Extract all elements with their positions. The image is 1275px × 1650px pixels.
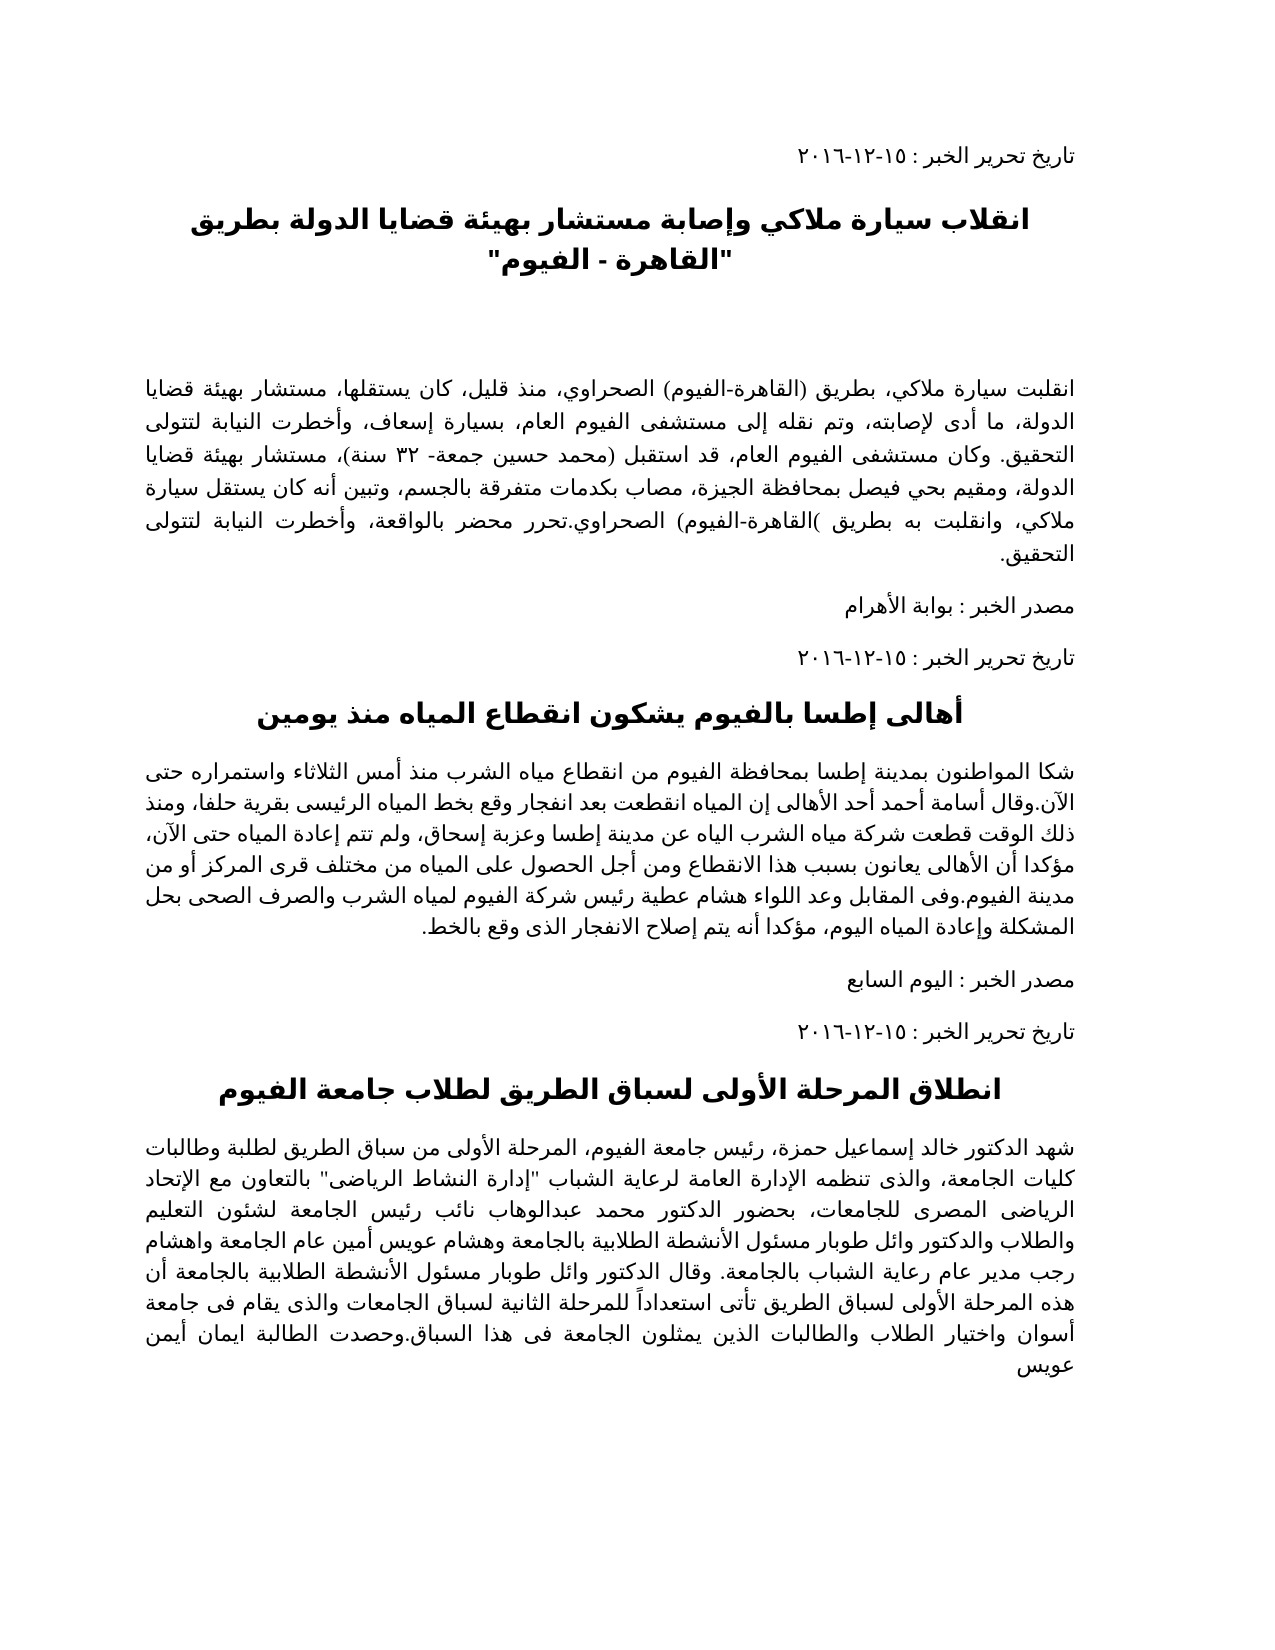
article-source: مصدر الخبر : بوابة الأهرام — [844, 593, 1075, 618]
article-headline: انقلاب سيارة ملاكي وإصابة مستشار بهيئة قضايا الدولة بطريق "القاهرة - الفيوم" — [189, 204, 1031, 275]
article-headline: انطلاق المرحلة الأولى لسباق الطريق لطلاب جامعة الفيوم — [217, 1074, 1003, 1105]
article-body: انقلبت سيارة ملاكي، بطريق (القاهرة-الفيوم) الصحراوي، منذ قليل، كان يستقلها، مستشار بهيئة قضايا الدولة، ما أدى لإصابته، وتم نقله إلى مستشفى الفيوم العام، بسيارة إسعاف، وأخطرت النيابة لتتولى التحقيق. وكان مستشفى الفيوم العام، قد استقبل (محمد حسين جمعة- ٣٢ سنة)، مستشار بهيئة قضايا الدولة، ومقيم بحي فيصل بمحافظة الجيزة، مصاب بكدمات متفرقة بالجسم، وتبين أنه كان يستقل سيارة ملاكي، وانقلبت به بطريق )القاهرة-الفيوم) الصحراوي.تحرر محضر بالواقعة، وأخطرت النيابة لتتولى التحقيق. — [145, 376, 1075, 566]
article-headline: أهالى إطسا بالفيوم يشكون انقطاع المياه منذ يومين — [256, 698, 964, 729]
news-article — [145, 140, 1075, 622]
article-date: تاريخ تحرير الخبر : ١٥-١٢-٢٠١٦ — [797, 1019, 1075, 1044]
article-source: مصدر الخبر : اليوم السابع — [846, 967, 1075, 992]
article-body: شهد الدكتور خالد إسماعيل حمزة، رئيس جامعة الفيوم، المرحلة الأولى من سباق الطريق لطلبة وطالبات كليات الجامعة، والذى تنظمه الإدارة العامة لرعاية الشباب "إدارة النشاط الرياضى" بالتعاون مع الإتحاد الرياضى المصرى للجامعات، بحضور الدكتور محمد عبدالوهاب نائب رئيس الجامعة لشئون التعليم والطلاب والدكتور وائل طوبار مسئول الأنشطة الطلابية بالجامعة وهشام عويس أمين عام الجامعة واهشام رجب مدير عام رعاية الشباب بالجامعة. وقال الدكتور وائل طوبار مسئول الأنشطة الطلابية بالجامعة أن هذه المرحلة الأولى لسباق الطريق تأتى استعداداً للمرحلة الثانية لسباق الجامعات والذى يقام فى جامعة أسوان واختيار الطلاب والطالبات الذين يمثلون الجامعة فى هذا السباق.وحصدت الطالبة ايمان أيمن عويس — [145, 1135, 1075, 1377]
article-date: تاريخ تحرير الخبر : ١٥-١٢-٢٠١٦ — [797, 645, 1075, 670]
news-article — [145, 1016, 1075, 1380]
article-date: تاريخ تحرير الخبر : ١٥-١٢-٢٠١٦ — [797, 143, 1075, 168]
document-page — [145, 140, 1075, 1380]
news-article — [145, 642, 1075, 996]
article-body: شكا المواطنون بمدينة إطسا بمحافظة الفيوم من انقطاع مياه الشرب منذ أمس الثلاثاء واستمراره حتى الآن.وقال أسامة أحمد أحد الأهالى إن المياه انقطعت بعد انفجار وقع بخط المياه الرئيسى بقرية حلفا، ومنذ ذلك الوقت قطعت شركة مياه الشرب الياه عن مدينة إطسا وعزبة إسحاق، ولم تتم إعادة المياه حتى الآن، مؤكدا أن الأهالى يعانون بسبب هذا الانقطاع ومن أجل الحصول على المياه من مختلف قرى المركز أو من مدينة الفيوم.وفى المقابل وعد اللواء هشام عطية رئيس شركة الفيوم لمياه الشرب والصرف الصحى بحل المشكلة وإعادة المياه اليوم، مؤكدا أنه يتم إصلاح الانفجار الذى وقع بالخط. — [145, 759, 1075, 939]
